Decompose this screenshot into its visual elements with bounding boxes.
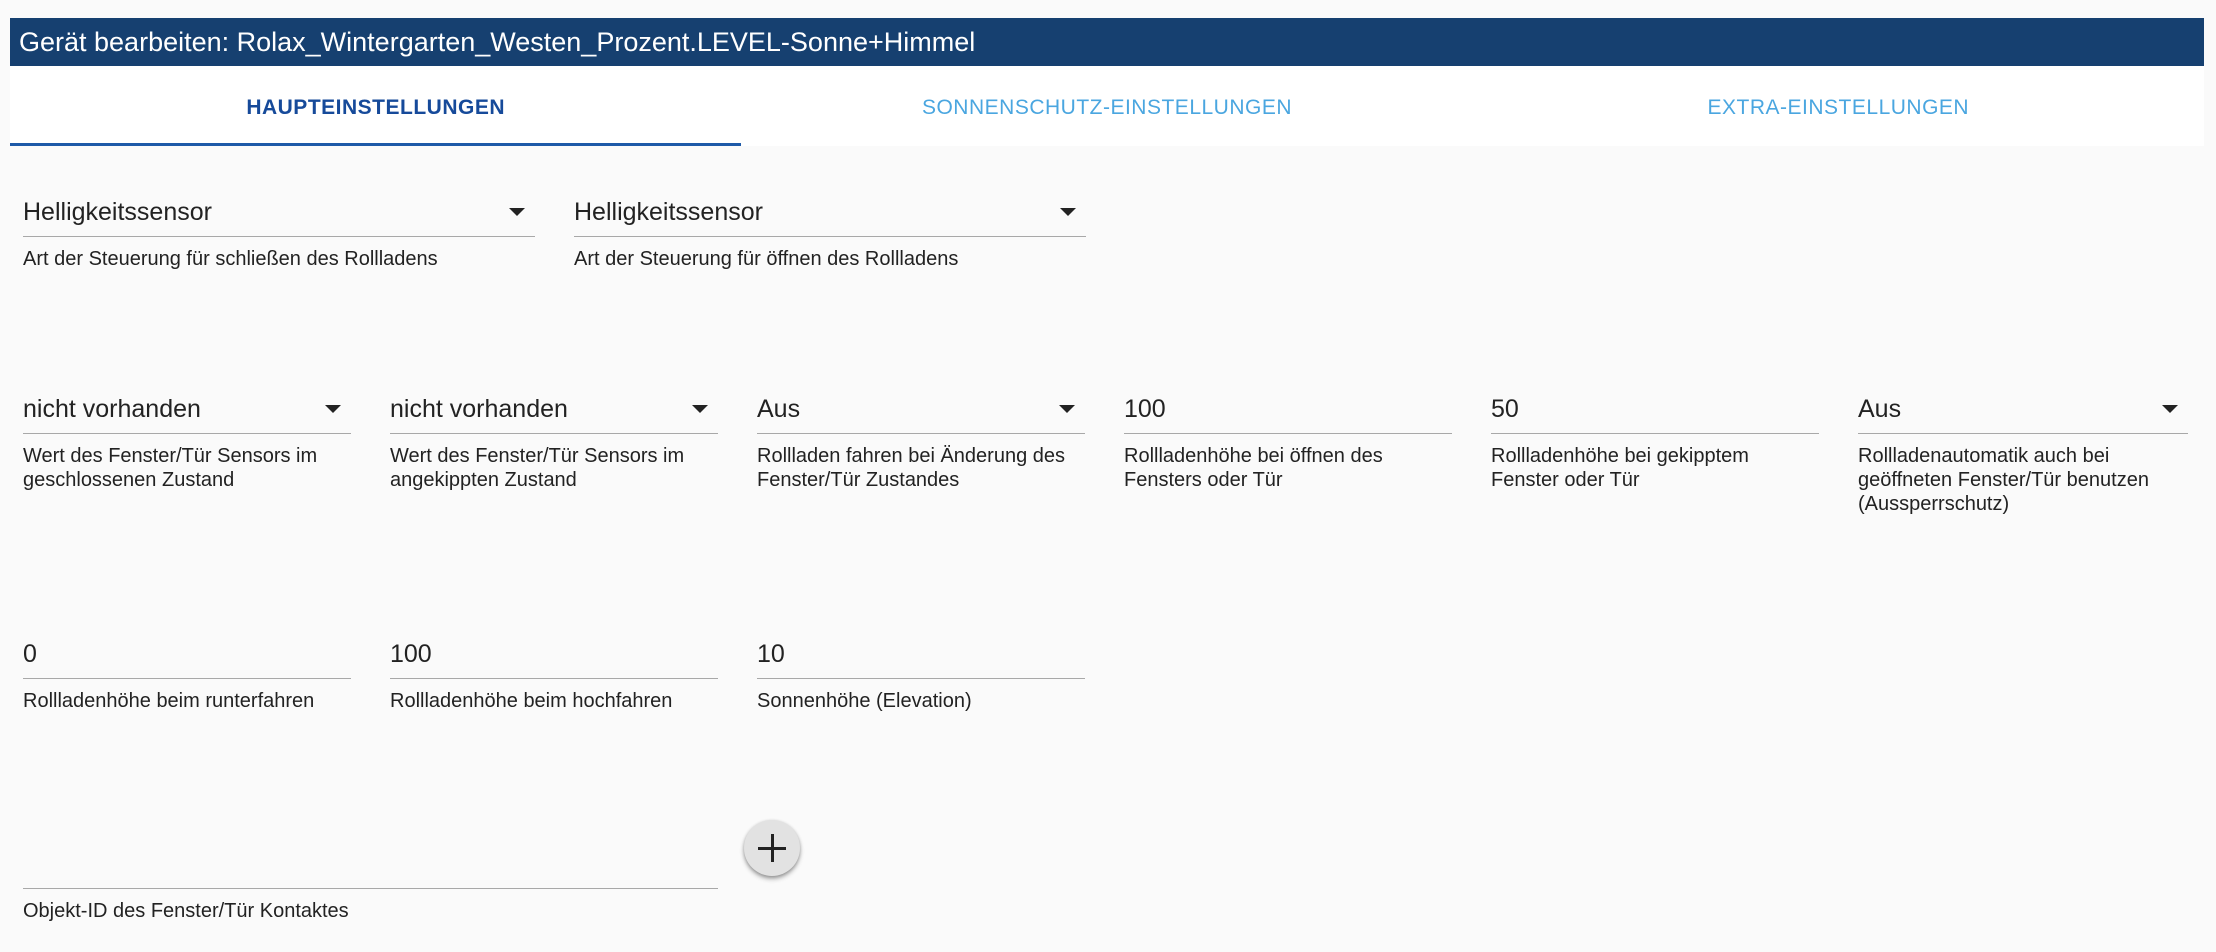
height-open-window-helper: Rollladenhöhe bei öffnen des Fensters oder Tür — [1124, 445, 1383, 491]
elevation-helper: Sonnenhöhe (Elevation) — [757, 690, 972, 712]
sensor-closed-value: nicht vorhanden — [23, 395, 201, 423]
tab-sun-protection-settings[interactable]: SONNENSCHUTZ-EINSTELLUNGEN — [921, 96, 1293, 119]
move-on-change-helper: Rollladen fahren bei Änderung des Fenster/Tür Zustandes — [757, 445, 1065, 491]
caret-down-icon — [692, 405, 708, 413]
lockout-protection-helper: Rollladenautomatik auch bei geöffneten Fenster/Tür benutzen (Aussperrschutz) — [1858, 445, 2149, 515]
caret-down-icon — [2162, 405, 2178, 413]
caret-down-icon — [1060, 208, 1076, 216]
sensor-tilted-select[interactable] — [390, 385, 718, 434]
move-on-change-value: Aus — [757, 395, 801, 423]
height-down-value: 0 — [23, 640, 37, 668]
open-type-select[interactable] — [574, 188, 1086, 237]
move-on-change-select[interactable] — [757, 385, 1085, 434]
caret-down-icon — [1059, 405, 1075, 413]
move-on-change-field — [757, 385, 1085, 492]
tab-main-settings[interactable]: HAUPTEINSTELLUNGEN — [10, 66, 741, 146]
sensor-tilted-value: nicht vorhanden — [390, 395, 568, 423]
elevation-value: 10 — [757, 640, 785, 668]
contact-object-id-field — [23, 840, 718, 923]
close-type-helper: Art der Steuerung für schließen des Rollladens — [23, 248, 438, 270]
tab-extra-settings[interactable]: EXTRA-EINSTELLUNGEN — [1707, 96, 1970, 119]
height-open-window-field — [1124, 385, 1452, 492]
contact-object-id-input[interactable] — [23, 840, 718, 889]
close-type-select[interactable] — [23, 188, 535, 237]
caret-down-icon — [325, 405, 341, 413]
height-tilted-window-helper: Rollladenhöhe bei gekipptem Fenster oder Tür — [1491, 445, 1749, 491]
height-down-input[interactable] — [23, 630, 351, 679]
height-down-field — [23, 630, 351, 713]
lockout-protection-select[interactable] — [1858, 385, 2188, 434]
sensor-closed-helper: Wert des Fenster/Tür Sensors im geschlossenen Zustand — [23, 445, 318, 491]
sensor-closed-field — [23, 385, 351, 492]
close-type-value: Helligkeitssensor — [23, 198, 212, 226]
sensor-closed-select[interactable] — [23, 385, 351, 434]
tab-bar — [10, 66, 2204, 146]
height-down-helper: Rollladenhöhe beim runterfahren — [23, 690, 315, 712]
height-up-helper: Rollladenhöhe beim hochfahren — [390, 690, 673, 712]
height-open-window-value: 100 — [1124, 395, 1166, 423]
add-object-button[interactable] — [744, 820, 800, 876]
height-tilted-window-field — [1491, 385, 1819, 492]
dialog-title: Gerät bearbeiten: Rolax_Wintergarten_Westen_Prozent.LEVEL-Sonne+Himmel — [10, 18, 2204, 66]
open-type-helper: Art der Steuerung für öffnen des Rollladens — [574, 248, 959, 270]
elevation-input[interactable] — [757, 630, 1085, 679]
height-up-value: 100 — [390, 640, 432, 668]
height-tilted-window-value: 50 — [1491, 395, 1519, 423]
contact-object-id-helper: Objekt-ID des Fenster/Tür Kontaktes — [23, 900, 349, 922]
elevation-field — [757, 630, 1085, 713]
sensor-tilted-field — [390, 385, 718, 492]
height-up-input[interactable] — [390, 630, 718, 679]
height-up-field — [390, 630, 718, 713]
plus-icon — [758, 834, 786, 862]
lockout-protection-field — [1858, 385, 2188, 516]
lockout-protection-value: Aus — [1858, 395, 1902, 423]
height-open-window-input[interactable] — [1124, 385, 1452, 434]
open-type-value: Helligkeitssensor — [574, 198, 763, 226]
caret-down-icon — [509, 208, 525, 216]
close-type-field — [23, 188, 535, 271]
height-tilted-window-input[interactable] — [1491, 385, 1819, 434]
open-type-field — [574, 188, 1086, 271]
sensor-tilted-helper: Wert des Fenster/Tür Sensors im angekippten Zustand — [390, 445, 685, 491]
